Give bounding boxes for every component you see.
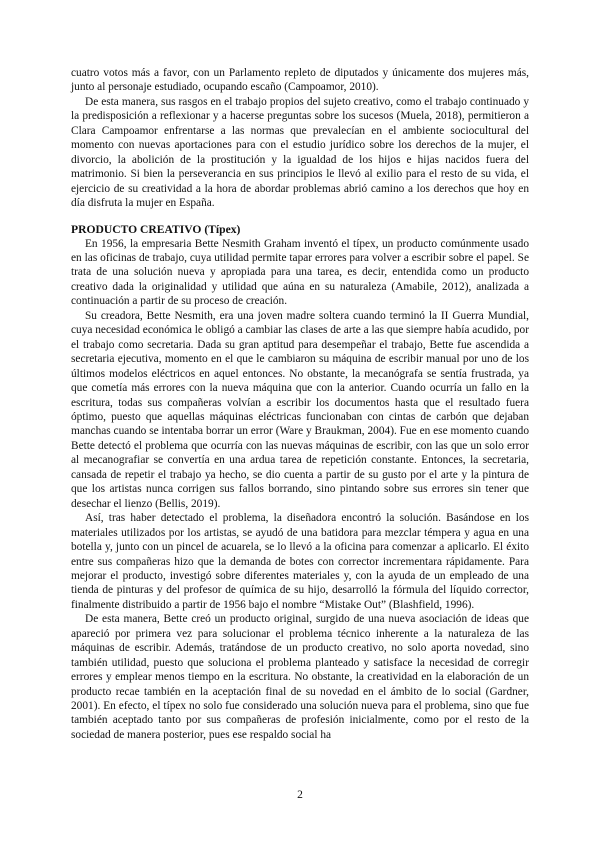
paragraph-solution: Así, tras haber detectado el problema, la diseñadora encontró la solución. Basándose en los materiales utilizados por los artistas, se ayudó de una batidora para mezclar témpera y agua en una botella y, junto con un pincel de acuarela, se lo llevó a la oficina para comenzar a aplicarlo. El éxito entre sus compañeras hizo que la demanda de botes con corrector incrementara rápidamente. Para mejorar el producto, investigó sobre diferentes materiales y, con la ayuda de un empleado de una tienda de pinturas y del profesor de química de su hijo, desarrolló la fórmula del líquido corrector, finalmente distribuido a partir de 1956 bajo el nombre “Mistake Out” (Blashfield, 1996). [71,512,529,611]
paragraph-campoamor-creativity: De esta manera, sus rasgos en el trabajo propios del sujeto creativo, como el trabajo continuado y la predisposición a reflexionar y a hacerse preguntas sobre los sucesos (Muela, 2018), permitieron a Clara Campoamor enfrentarse a las normas que prevalecían en el ambiente sociocultural del momento con nuevas aportaciones para con el estudio jurídico sobre los derechos de la mujer, el divorcio, la abolición de la prostitución y la igualdad de los hijos e hijas nacidos fuera del matrimonio. Si bien la perseverancia en sus principios le llevó al exilio para el resto de su vida, el ejercicio de su creatividad a la hora de abordar problemas abrió camino a los derechos que hoy en día disfruta la mujer en España. [71,95,529,210]
paragraph-conclusion: De esta manera, Bette creó un producto original, surgido de una nueva asociación de ideas que apareció por primera vez para solucionar el problema técnico inherente a la naturaleza de las máquinas de escribir. Además, tratándose de un producto creativo, no solo aporta novedad, sino también utilidad, puesto que soluciona el problema planteado y satisface la necesidad de corregir errores y emplear menos tiempo en la escritura. No obstante, la creatividad en la elaboración de un producto recae también en la aceptación final de su novedad en el ámbito de lo social (Gardner, 2001). En efecto, el típex no solo fue considerado una solución nueva para el problema, sino que fue también aceptado tanto por sus compañeras de profesión inicialmente, como por el resto de la sociedad de manera posterior, pues ese respaldo social ha [71,613,529,741]
document-page [71,66,529,742]
paragraph-bette-background: Su creadora, Bette Nesmith, era una joven madre soltera cuando terminó la II Guerra Mundial, cuya necesidad económica le obligó a cambiar las clases de arte a las que siempre había acudido, por el trabajo como secretaria. Dada su gran aptitud para desempeñar el trabajo, Bette fue ascendida a secretaria ejecutiva, momento en el que le cambiaron su máquina de escribir manual por uno de los últimos modelos eléctricos en aquel entonces. No obstante, la mecanógrafa se sentía frustrada, ya que cometía más errores con la nueva máquina que con la anterior. Cuando ocurría un fallo en la escritura, todas sus compañeras volvían a escribir los documentos hasta que el resultado fuera óptimo, puesto que aquellas máquinas eléctricas funcionaban con cintas de carbón que dejaban manchas cuando se intentaba borrar un error (Ware y Braukman, 2004). Fue en ese momento cuando Bette detectó el problema que ocurría con las nuevas máquinas de escribir, con las que un solo error al mecanografiar se convertía en una ardua tarea de repetición constante. Entonces, la secretaria, cansada de repetir el trabajo ya hecho, se dio cuenta a partir de su gusto por el arte y la pintura de que los artistas nunca corrigen sus fallos borrando, sino pintando sobre sus errores sin tener que desechar el lienzo (Bellis, 2019). [71,309,529,510]
section-heading: PRODUCTO CREATIVO (Típex) [71,222,241,236]
paragraph-typex-intro: En 1956, la empresaria Bette Nesmith Graham inventó el típex, un producto comúnmente usado en las oficinas de trabajo, cuya utilidad permite tapar errores para volver a escribir sobre el papel. Se trata de una solución nueva y apropiada para una tarea, es decir, entendida como un producto creativo dada la originalidad y utilidad que aúna en su naturaleza (Amabile, 2012), analizada a continuación a partir de su proceso de creación. [71,237,529,308]
page-number: 2 [297,789,303,801]
paragraph-continuation: cuatro votos más a favor, con un Parlamento repleto de diputados y únicamente dos mujeres más, junto al personaje estudiado, ocupando escaño (Campoamor, 2010). [71,67,529,94]
